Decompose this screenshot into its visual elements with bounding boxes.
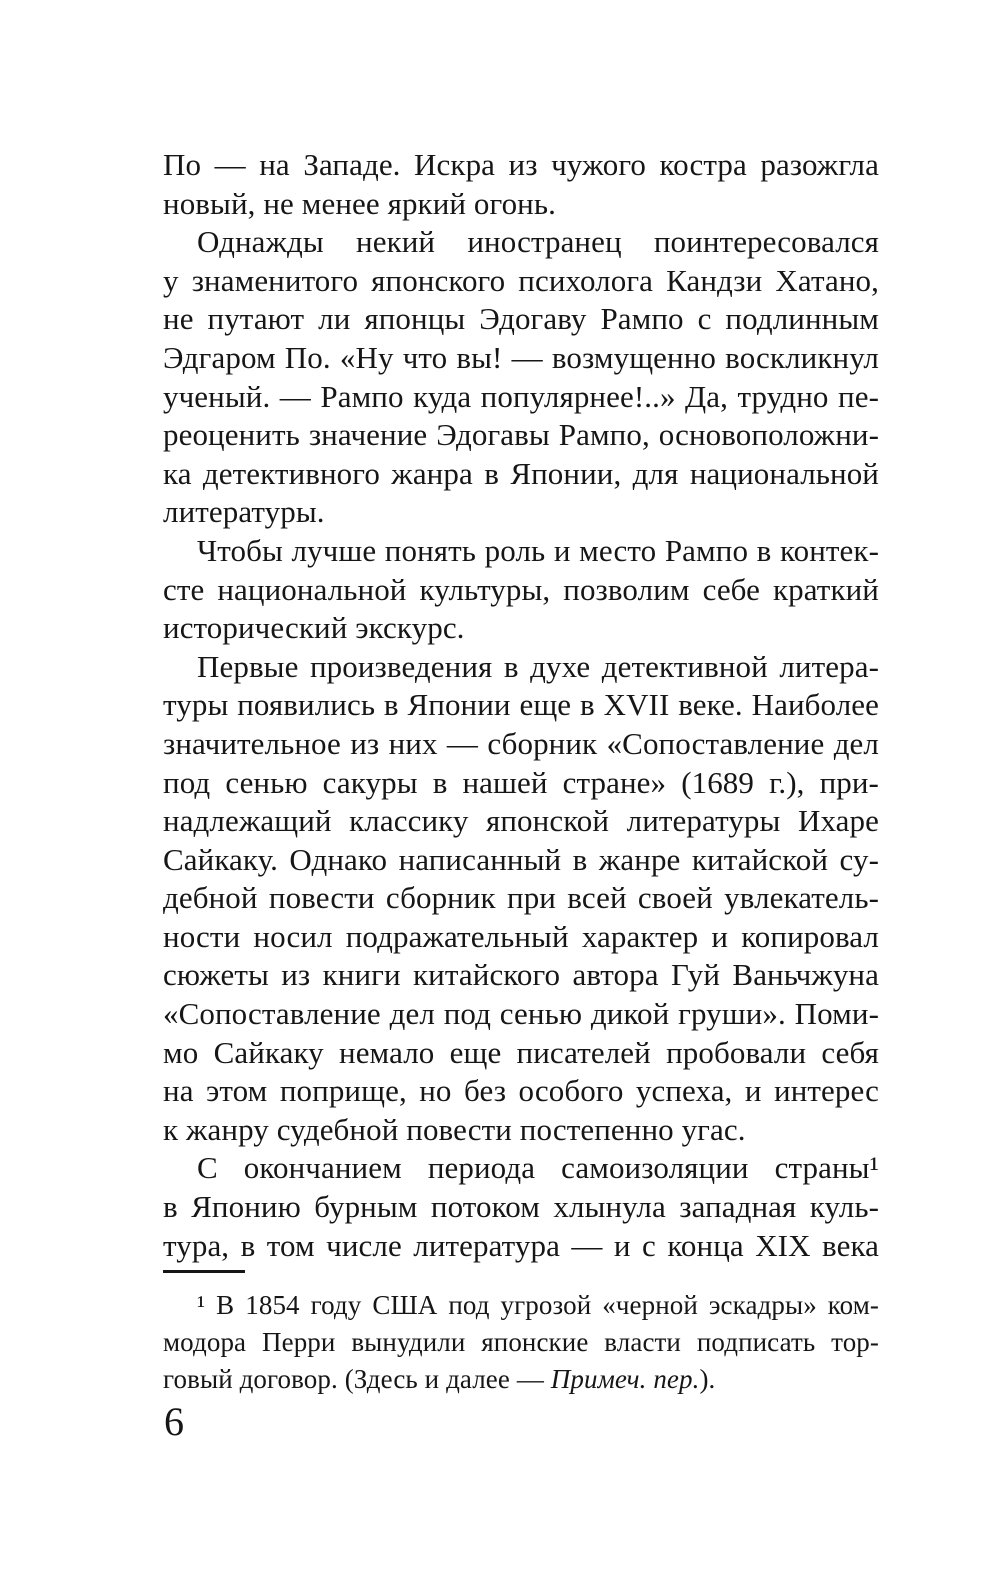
text-line: туры появились в Японии еще в XVII веке. Наиболее (163, 687, 879, 723)
text-line: под сенью сакуры в нашей стране» (1689 г.), при- (163, 764, 879, 800)
text-line: ученый. — Рампо куда популярнее!..» Да, трудно пе- (163, 378, 879, 414)
page-number: 6 (164, 1399, 184, 1444)
text-line: исторический экскурс. (163, 610, 465, 646)
text-line: реоценить значение Эдогавы Рампо, основоположни- (163, 417, 879, 453)
footnote-text: ¹ В 1854 году США под угрозой «черной эскадры» ком- (197, 1290, 879, 1320)
text-line: Эдгаром По. «Ну что вы! — возмущенно воскликнул (163, 339, 879, 375)
footnote (163, 1287, 879, 1398)
footnote-line (163, 1324, 879, 1361)
text-line: литературы. (163, 494, 325, 530)
footnote-line (163, 1361, 879, 1398)
text-line: Сайкаку. Однако написанный в жанре китайской су- (163, 841, 879, 877)
text-line: сте национальной культуры, позволим себе краткий (163, 571, 879, 607)
footnote-line (163, 1287, 879, 1324)
text-line: надлежащий классику японской литературы Ихаре (163, 803, 879, 839)
footnote-text: модора Перри вынудили японские власти подписать тор- (163, 1327, 879, 1357)
text-line: на этом поприще, но без особого успеха, и интерес (163, 1073, 879, 1109)
text-line: новый, не менее яркий огонь. (163, 185, 556, 221)
text-line: сюжеты из книги китайского автора Гуй Ваньчжуна (163, 957, 879, 993)
text-line: ности носил подражательный характер и копировал (163, 918, 879, 954)
footnote-rule (163, 1270, 245, 1273)
footnote-text: говый договор. (Здесь и далее — (163, 1364, 551, 1394)
text-line: не путают ли японцы Эдогаву Рампо с подлинным (163, 301, 879, 337)
text-line: тура, в том числе литература — и с конца XIX века (163, 1227, 879, 1263)
text-line: дебной повести сборник при всей своей увлекатель- (163, 880, 879, 916)
footnote-italic-text: Примеч. пер. (550, 1364, 700, 1394)
text-line: значительное из них — сборник «Сопоставление дел (163, 725, 879, 761)
text-line: По — на Западе. Искра из чужого костра разожгла (163, 147, 879, 182)
text-line: «Сопоставление дел под сенью дикой груши». Поми- (163, 996, 879, 1032)
text-line: мо Сайкаку немало еще писателей пробовали себя (163, 1034, 879, 1070)
text-line: Чтобы лучше понять роль и место Рампо в контек- (197, 532, 879, 568)
text-line: у знаменитого японского психолога Кандзи Хатано, (163, 262, 879, 298)
text-line: С окончанием периода самоизоляции страны¹ (197, 1150, 879, 1186)
footnote-text: ). (699, 1364, 716, 1394)
text-line: Однажды некий иностранец поинтересовался (197, 224, 879, 260)
text-line: ка детективного жанра в Японии, для национальной (163, 455, 879, 491)
text-line: Первые произведения в духе детективной литера- (197, 648, 879, 684)
page-body (163, 146, 879, 1265)
text-line: к жанру судебной повести постепенно угас. (163, 1111, 746, 1147)
text-line: в Японию бурным потоком хлынула западная куль- (163, 1189, 879, 1225)
